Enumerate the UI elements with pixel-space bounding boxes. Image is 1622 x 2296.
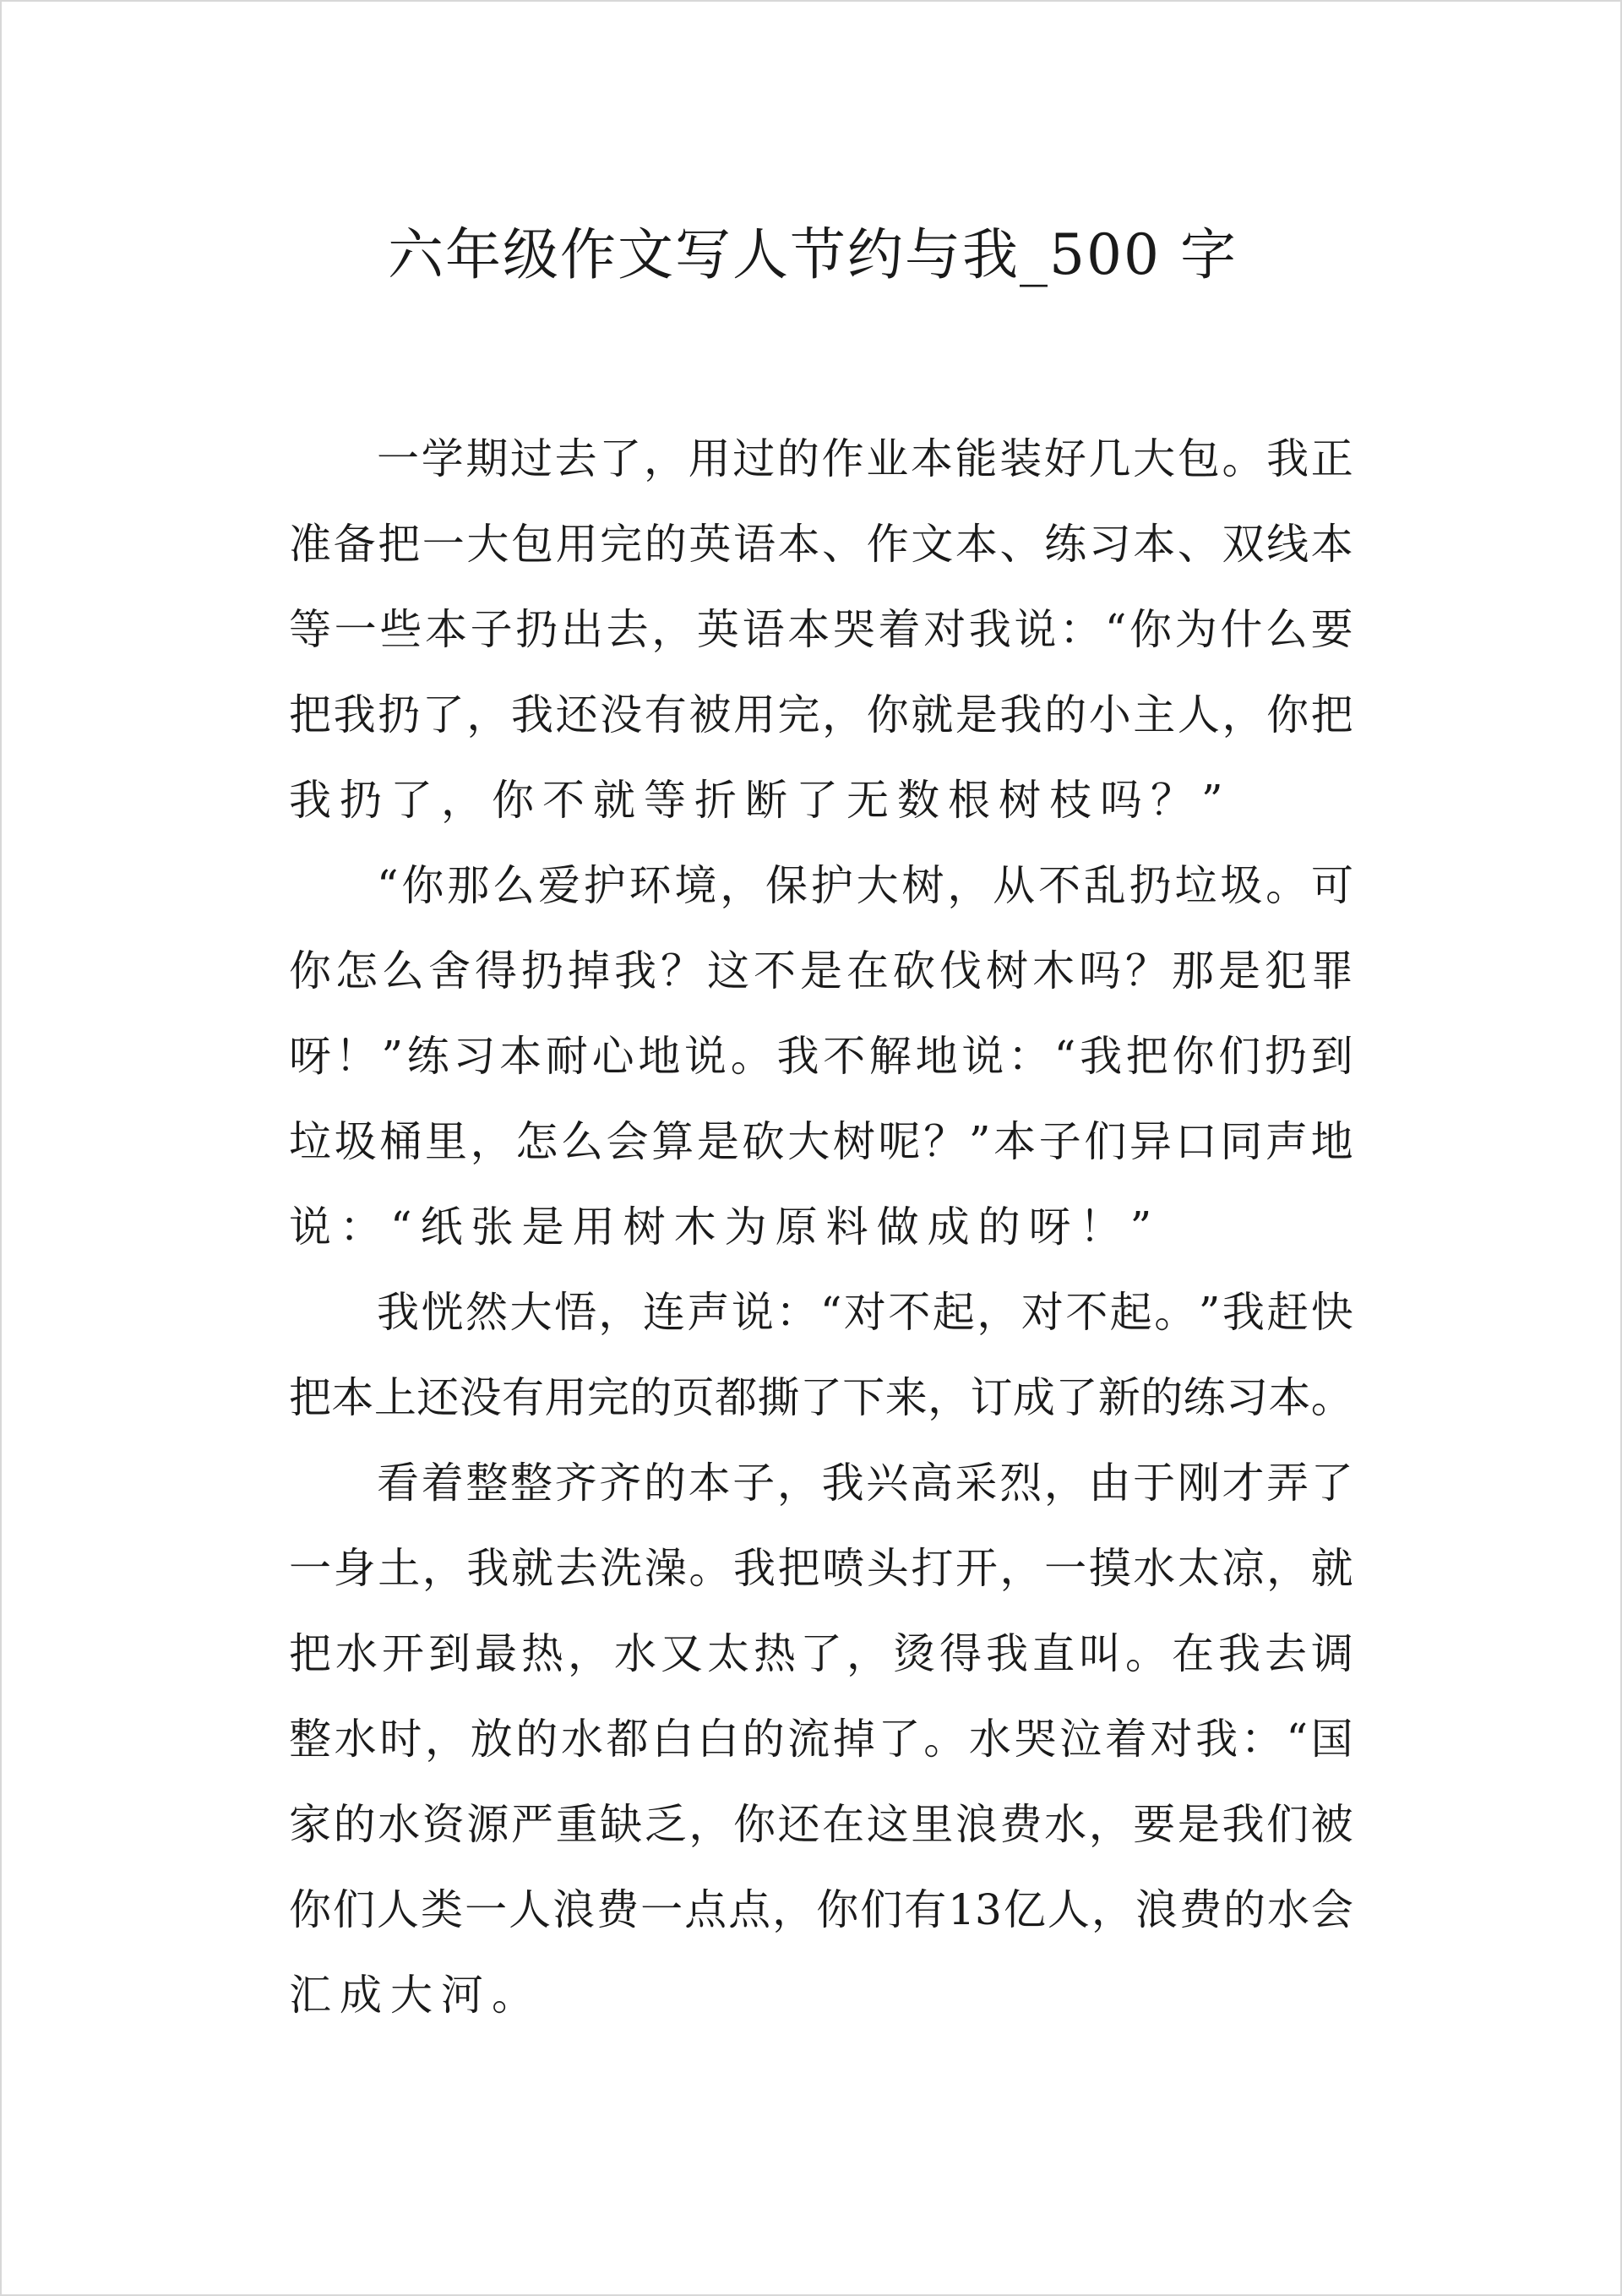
document-body [289,416,1353,2037]
text-line: 看 着 整 整 齐 齐 的 本 子 ， 我 兴 高 采 烈 ， 由 于 刚 才 弄 了 [377,1458,1353,1508]
text-line: 一 身 土 ， 我 就 去 洗 澡 。 我 把 喷 头 打 开 ， 一 摸 水 太 凉 ， 就 [289,1543,1353,1593]
text-line: 把 我 扔 了 ， 我 还 没 有 被 用 完 ， 你 就 是 我 的 小 主 人 ， 你 把 [289,690,1353,739]
text-line: 垃 圾 桶 里 ， 怎 么 会 算 是 砍 大 树 呢 ？ ” 本 子 们 异 口 同 声 地 [289,1116,1353,1166]
text-line: 等 一 些 本 子 扔 出 去 ， 英 语 本 哭 着 对 我 说 ： “ 你 为 什 么 要 [289,604,1353,654]
text-line: 把 水 开 到 最 热 ， 水 又 太 热 了 ， 烫 得 我 直 叫 。 在 我 去 调 [289,1628,1353,1678]
text-line: 把 本 上 还 没 有 用 完 的 页 都 撕 了 下 来 ， 订 成 了 新 的 练 习 本 。 [289,1372,1353,1422]
text-line: 呀 ！ ” 练 习 本 耐 心 地 说 。 我 不 解 地 说 ： “ 我 把 你 们 扔 到 [289,1031,1353,1081]
text-line: 准 备 把 一 大 包 用 完 的 英 语 本 、 作 文 本 、 练 习 本 、 双 线 本 [289,519,1353,569]
text-line: 你 们 人 类 一 人 浪 费 一 点 点 ， 你 们 有 13 亿 人 ， 浪 费 的 水 会 [289,1884,1353,1934]
text-line: 一 学 期 过 去 了 ， 用 过 的 作 业 本 能 装 好 几 大 包 。 我 正 [377,434,1353,483]
text-line: 你 怎 么 舍 得 扔 掉 我 ？ 这 不 是 在 砍 伐 树 木 吗 ？ 那 是 犯 罪 [289,946,1353,995]
text-line: 汇 成 大 河 。 [289,1970,542,2020]
text-line: 我 扔 了 ， 你 不 就 等 折 断 了 无 数 根 树 枝 吗 ？ ” [289,775,1232,825]
text-line: 我 恍 然 大 悟 ， 连 声 说 ： “ 对 不 起 ， 对 不 起 。 ” 我 赶 快 [377,1287,1353,1337]
document-title: 六年级作文写人节约与我_500 字 [388,222,1238,287]
text-line: 家 的 水 资 源 严 重 缺 乏 ， 你 还 在 这 里 浪 费 水 ， 要 是 我 们 被 [289,1799,1353,1849]
text-line: “ 你 那 么 爱 护 环 境 ， 保 护 大 树 ， 从 不 乱 扔 垃 圾 。 可 [377,860,1353,910]
text-line: 说 ： “ 纸 张 是 用 树 木 为 原 料 做 成 的 呀 ！ ” [289,1202,1161,1252]
text-line: 整 水 时 ， 放 的 水 都 白 白 的 流 掉 了 。 水 哭 泣 着 对 我 ： “ 国 [289,1714,1353,1764]
